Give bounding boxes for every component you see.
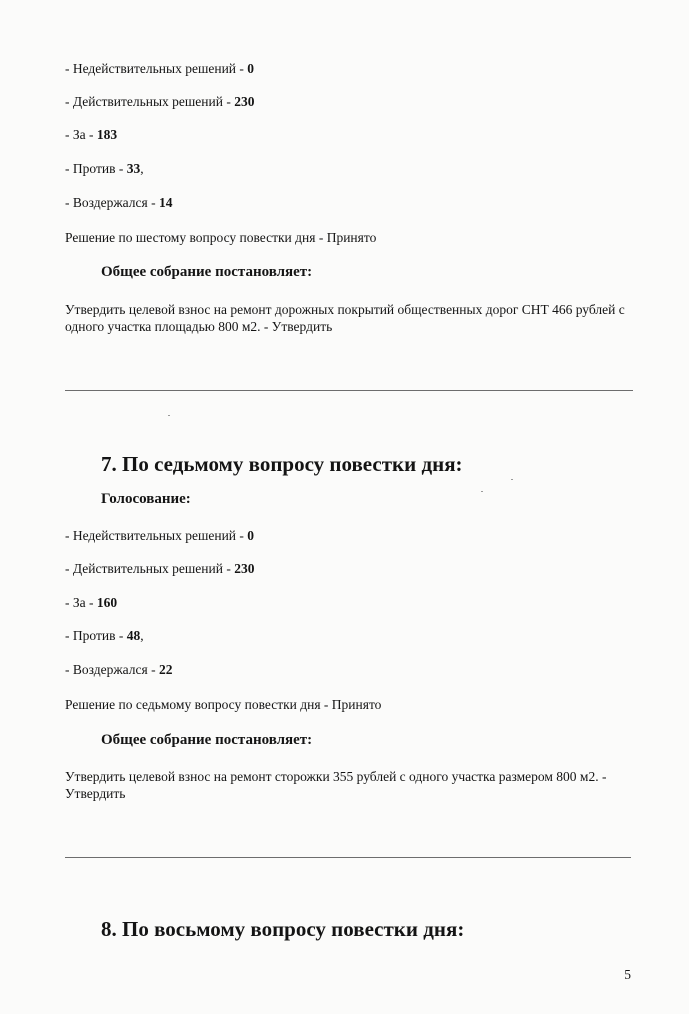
scan-speck [168, 415, 170, 416]
s6-vote-for: - За - 183 [65, 127, 118, 142]
s7-vote-valid: - Действительных решений - 230 [65, 561, 255, 576]
page-number: 5 [624, 967, 631, 982]
s7-voting-heading: Голосование: [101, 491, 191, 507]
s7-heading: 7. По седьмому вопросу повестки дня: [101, 452, 463, 476]
s7-resolves-heading: Общее собрание постановляет: [101, 732, 313, 748]
s6-vote-invalid: - Недействительных решений - 0 [65, 61, 255, 76]
s6-resolution: Утвердить целевой взнос на ремонт дорожных покрытий общественных дорог СНТ 466 рублей с одного участка площадью 800 м2. - Утвердить [65, 302, 625, 334]
s6-decision: Решение по шестому вопросу повестки дня - Принято [65, 230, 377, 245]
s7-vote-abstain: - Воздержался - 22 [65, 662, 173, 677]
s7-vote-for: - За - 160 [65, 595, 118, 610]
s6-vote-against: - Против - 33, [65, 161, 144, 176]
s7-vote-against: - Против - 48, [65, 628, 144, 643]
divider-line [65, 390, 633, 391]
scan-speck [481, 491, 483, 492]
s8-heading: 8. По восьмому вопросу повестки дня: [101, 917, 465, 941]
scan-speck [511, 479, 513, 480]
s6-vote-valid: - Действительных решений - 230 [65, 94, 255, 109]
divider-line [65, 857, 631, 858]
s6-resolves-heading: Общее собрание постановляет: [101, 264, 313, 280]
s7-resolution: Утвердить целевой взнос на ремонт сторожки 355 рублей с одного участка размером 800 м2. - Утвердить [65, 769, 607, 801]
s6-vote-abstain: - Воздержался - 14 [65, 195, 173, 210]
s7-decision: Решение по седьмому вопросу повестки дня - Принято [65, 697, 382, 712]
s7-vote-invalid: - Недействительных решений - 0 [65, 528, 255, 543]
